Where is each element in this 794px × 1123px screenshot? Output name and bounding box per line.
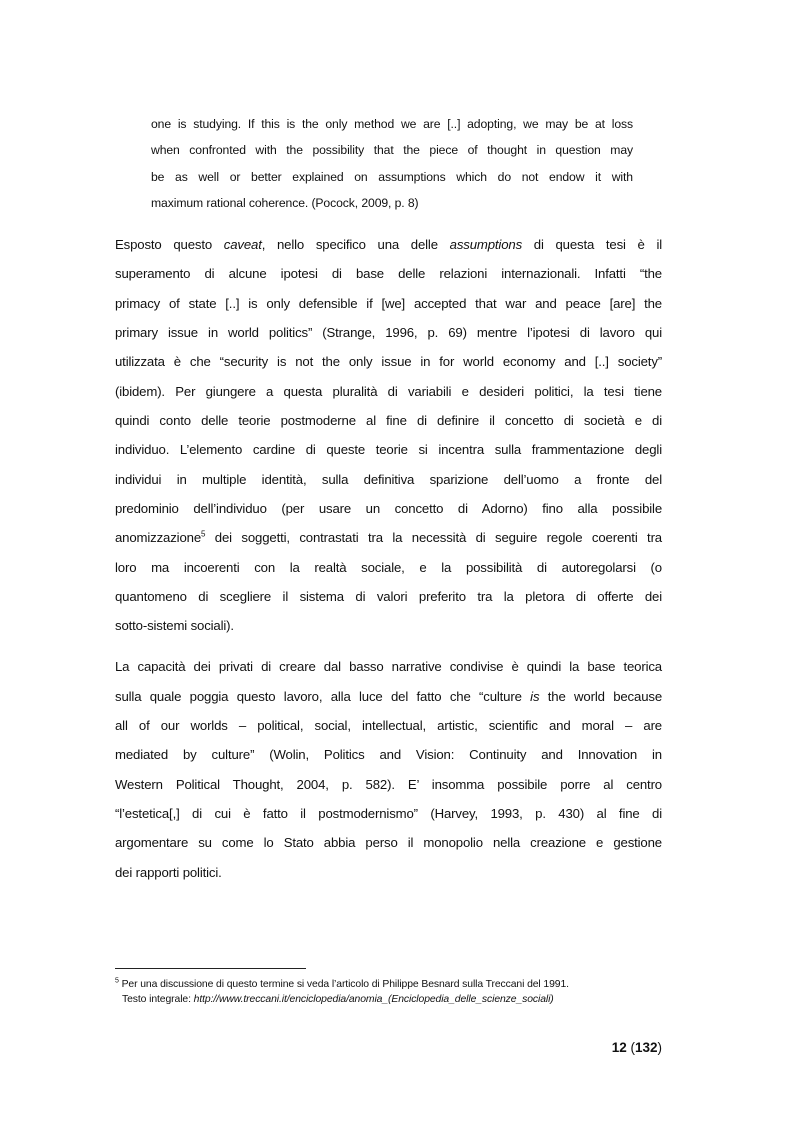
italic-term-assumptions: assumptions bbox=[449, 237, 523, 252]
text-span: the world because bbox=[539, 689, 663, 704]
text-span: anomizzazione bbox=[115, 530, 202, 545]
paragraph2-line-2 bbox=[115, 688, 662, 706]
footnote-text: Per una discussione di questo termine si veda l’articolo di Philippe Besnard sulla Treccani del 1991. bbox=[118, 979, 569, 990]
page-number-total: 132 bbox=[634, 1040, 658, 1055]
paragraph2-line-3: all of our worlds – political, social, intellectual, artistic, scientific and moral – are bbox=[115, 718, 662, 733]
paragraph1-line-1 bbox=[115, 236, 662, 254]
paragraph1-line-12: loro ma incoerenti con la realtà sociale, e la possibilità di autoregolarsi (o bbox=[115, 560, 662, 575]
text-span: , nello specifico una delle bbox=[261, 237, 450, 252]
footnote-url-link[interactable]: http://www.treccani.it/enciclopedia/anomia_(Enciclopedia_delle_scienze_sociali) bbox=[193, 994, 554, 1005]
italic-term-is: is bbox=[530, 689, 540, 704]
paragraph1-line-14: sotto-sistemi sociali). bbox=[115, 618, 234, 633]
text-span: ( bbox=[626, 1040, 635, 1055]
page-number bbox=[612, 1039, 662, 1057]
paragraph1-line-5: utilizzata è che “security is not the only issue in for world economy and [..] society” bbox=[115, 354, 662, 369]
paragraph1-line-3: primacy of state [..] is only defensible if [we] accepted that war and peace [are] the bbox=[115, 296, 662, 311]
paragraph1-line-6: (ibidem). Per giungere a questa pluralità di variabili e desideri politici, la tesi tiene bbox=[115, 384, 662, 399]
paragraph1-line-4: primary issue in world politics” (Strange, 1996, p. 69) mentre l’ipotesi di lavoro qui bbox=[115, 325, 662, 340]
paragraph2-line-4: mediated by culture” (Wolin, Politics and Vision: Continuity and Innovation in bbox=[115, 747, 662, 762]
quote-line-2: when confronted with the possibility that the piece of thought in question may bbox=[151, 143, 633, 157]
paragraph1-line-8: individuo. L’elemento cardine di queste teorie si incentra sulla frammentazione degli bbox=[115, 442, 662, 457]
footnote-label: Testo integrale: bbox=[122, 994, 194, 1005]
quote-line-4: maximum rational coherence. (Pocock, 2009, p. 8) bbox=[151, 196, 419, 210]
paragraph2-line-5: Western Political Thought, 2004, p. 582). E’ insomma possibile porre al centro bbox=[115, 777, 662, 792]
paragraph1-line-11 bbox=[115, 529, 662, 547]
paragraph2-line-7: argomentare su come lo Stato abbia perso il monopolio nella creazione e gestione bbox=[115, 835, 662, 850]
page-number-current: 12 bbox=[611, 1040, 627, 1055]
paragraph1-line-9: individui in multiple identità, sulla definitiva sparizione dell’uomo a fronte del bbox=[115, 472, 662, 487]
paragraph2-line-8: dei rapporti politici. bbox=[115, 865, 222, 880]
text-span: sulla quale poggia questo lavoro, alla luce del fatto che “culture bbox=[115, 689, 531, 704]
italic-term-caveat: caveat bbox=[223, 237, 262, 252]
quote-line-1: one is studying. If this is the only method we are [..] adopting, we may be at loss bbox=[151, 117, 633, 131]
quote-line-3: be as well or better explained on assumptions which do not endow it with bbox=[151, 170, 633, 184]
footnote-line-2 bbox=[122, 993, 682, 1006]
paragraph1-line-10: predominio dell’individuo (per usare un concetto di Adorno) fino alla possibile bbox=[115, 501, 662, 516]
footnote-reference[interactable]: 5 bbox=[201, 529, 206, 539]
footnote-marker: 5 bbox=[115, 977, 119, 985]
text-span: di questa tesi è il bbox=[522, 237, 662, 252]
paragraph1-line-13: quantomeno di scegliere il sistema di valori preferito tra la pletora di offerte dei bbox=[115, 589, 662, 604]
paragraph2-line-1: La capacità dei privati di creare dal basso narrative condivise è quindi la base teorica bbox=[115, 659, 662, 674]
paragraph1-line-7: quindi conto delle teorie postmoderne al fine di definire il concetto di società e di bbox=[115, 413, 662, 428]
footnote-separator bbox=[115, 968, 306, 969]
paragraph2-line-6: “l’estetica[,] di cui è fatto il postmodernismo” (Harvey, 1993, p. 430) al fine di bbox=[115, 806, 662, 821]
text-span: ) bbox=[657, 1040, 662, 1055]
paragraph1-line-2: superamento di alcune ipotesi di base delle relazioni internazionali. Infatti “the bbox=[115, 266, 662, 281]
text-span: Esposto questo bbox=[115, 237, 224, 252]
footnote-line-1 bbox=[115, 978, 675, 991]
text-span: dei soggetti, contrastati tra la necessità di seguire regole coerenti tra bbox=[205, 530, 662, 545]
